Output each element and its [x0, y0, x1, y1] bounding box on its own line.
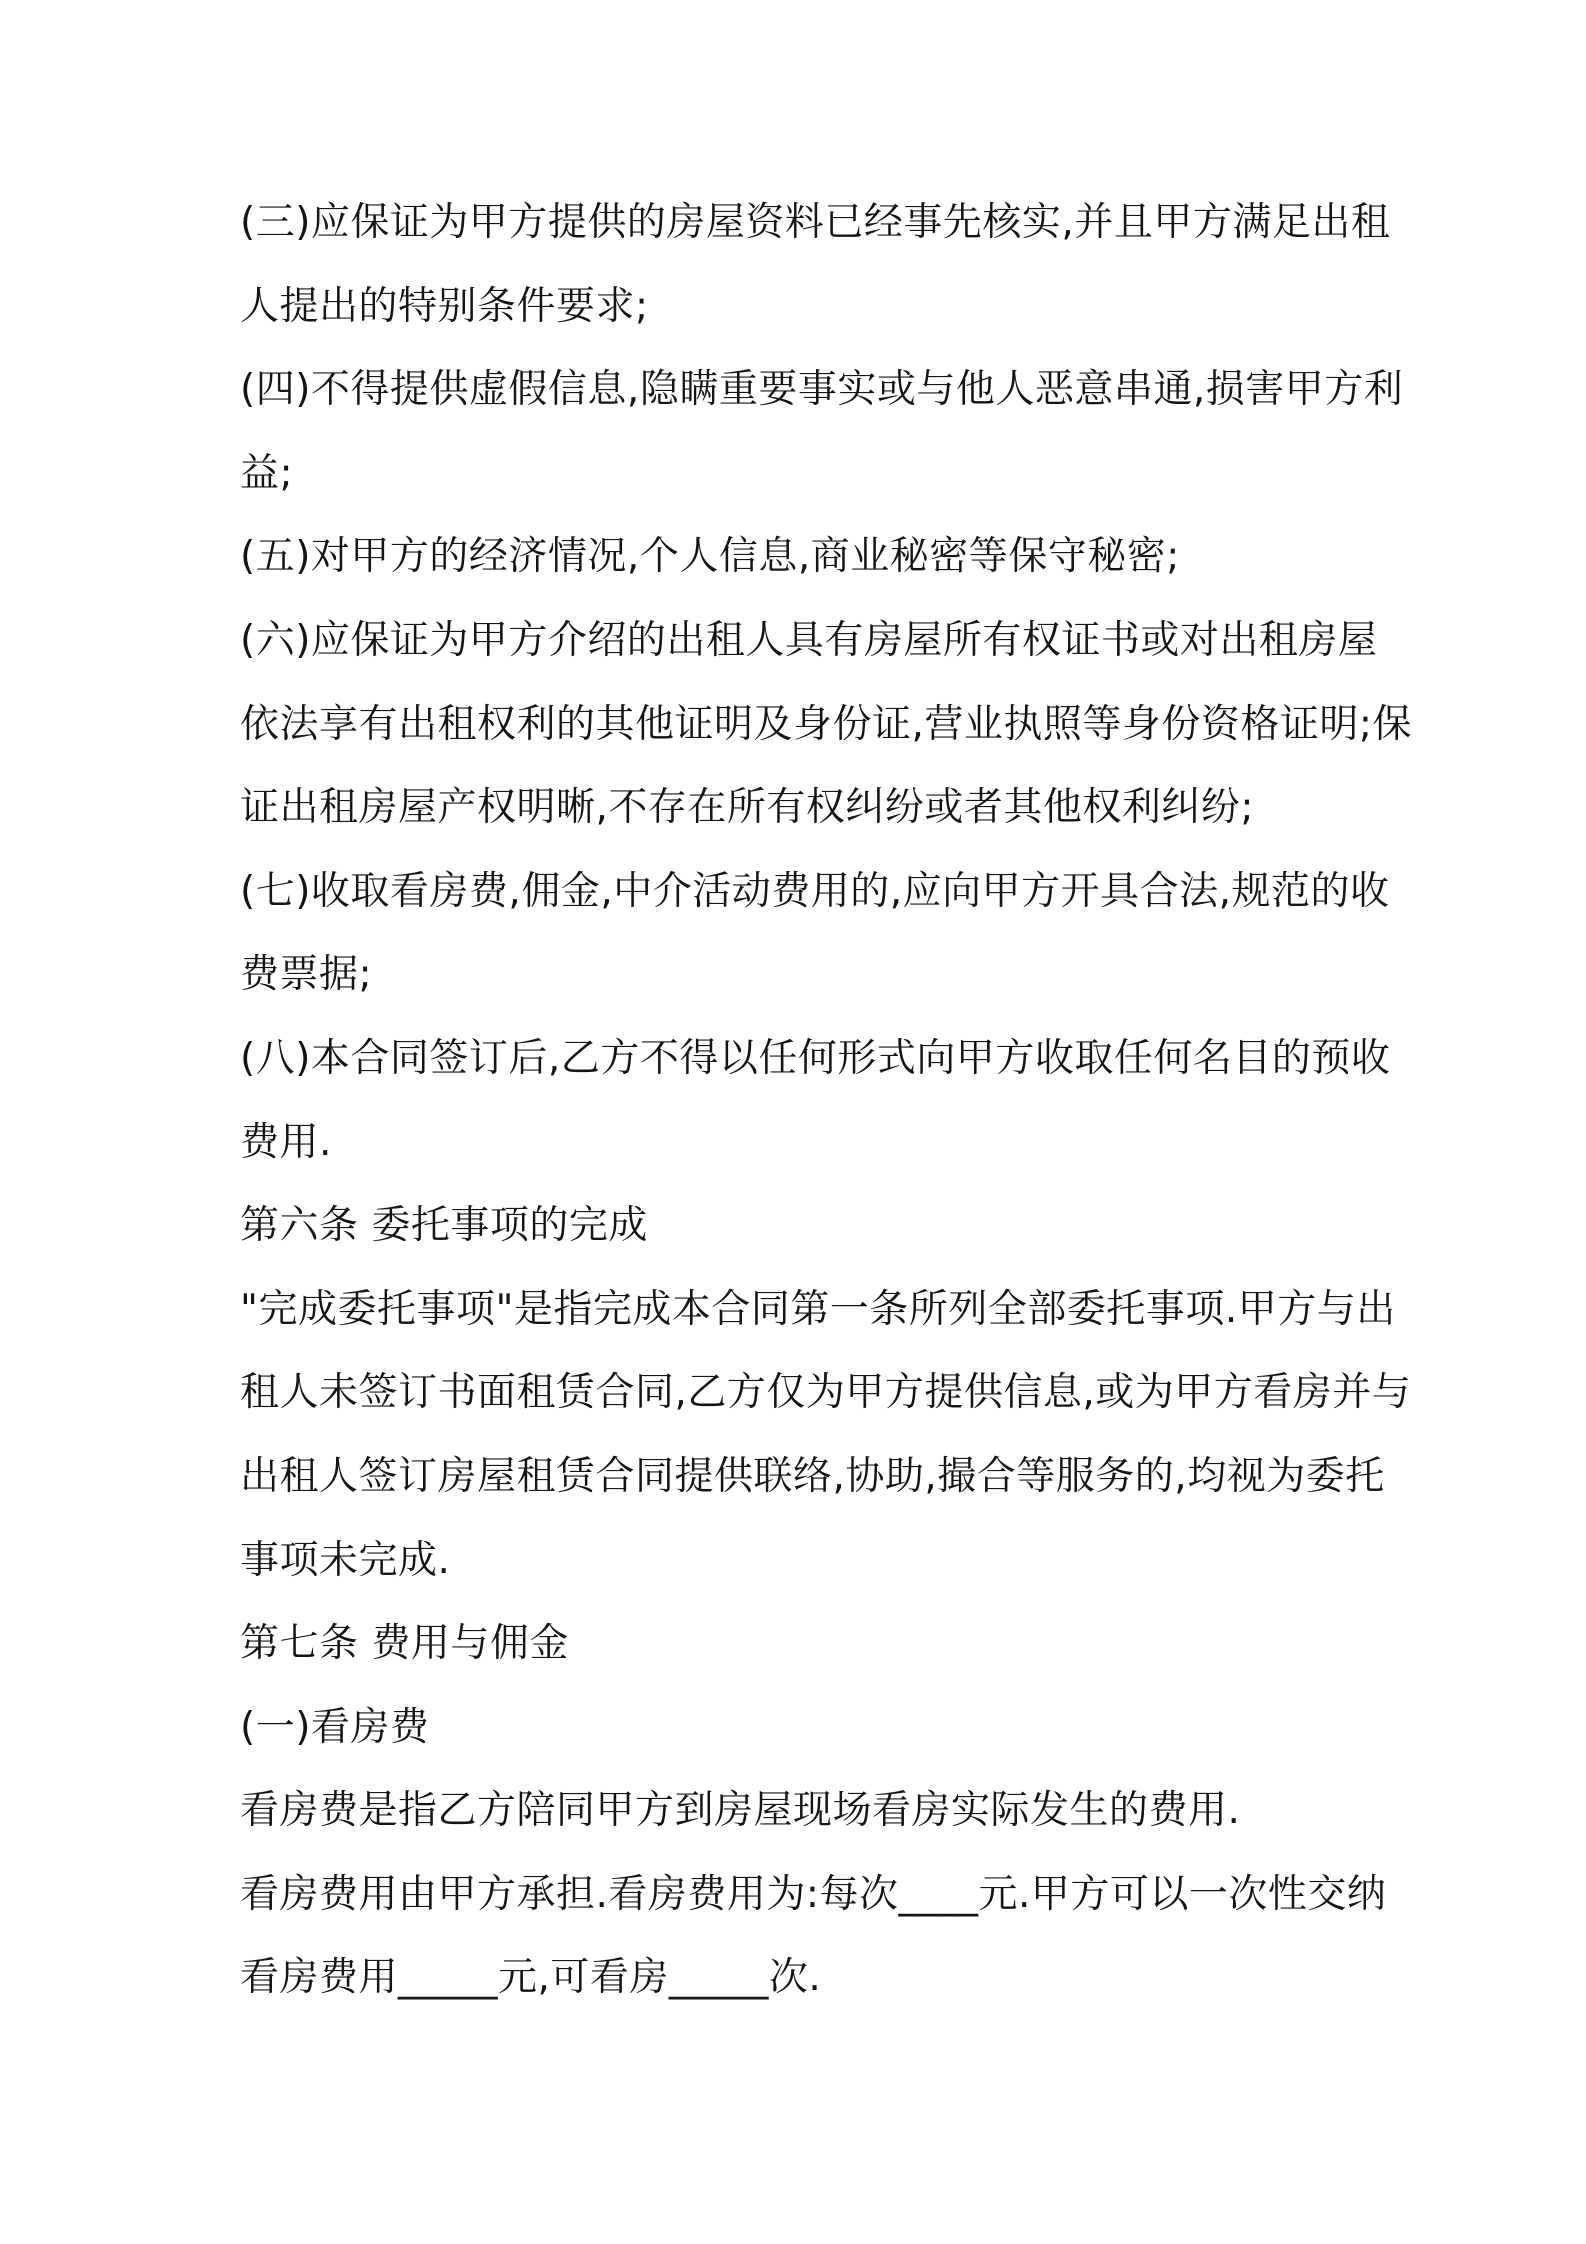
text-line: 证出租房屋产权明晰,不存在所有权纠纷或者其他权利纠纷;: [240, 785, 1255, 831]
subsection-heading: (一)看房费: [240, 1704, 430, 1750]
text-line: (八)本合同签订后,乙方不得以任何形式向甲方收取任何名目的预收: [240, 1035, 1391, 1081]
text-line: 依法享有出租权利的其他证明及身份证,营业执照等身份资格证明;保: [240, 701, 1413, 747]
text-line: (三)应保证为甲方提供的房屋资料已经事先核实,并且甲方满足出租: [240, 200, 1391, 245]
text-line: (七)收取看房费,佣金,中介活动费用的,应向甲方开具合法,规范的收: [240, 868, 1390, 914]
text-line: 看房费用由甲方承担.看房费用为:每次____元.甲方可以一次性交纳: [240, 1871, 1387, 1917]
text-line: 出租人签订房屋租赁合同提供联络,协助,撮合等服务的,均视为委托: [240, 1453, 1385, 1499]
section-heading: 第七条 费用与佣金: [240, 1621, 569, 1667]
text-line: 看房费用_____元,可看房_____次.: [240, 1955, 822, 2001]
text-line: 费用.: [240, 1119, 332, 1165]
text-line: (六)应保证为甲方介绍的出租人具有房屋所有权证书或对出租房屋: [240, 617, 1378, 663]
text-line: 看房费是指乙方陪同甲方到房屋现场看房实际发生的费用.: [240, 1788, 1241, 1834]
text-line: 费票据;: [240, 952, 373, 998]
text-line: 益;: [240, 450, 294, 496]
text-line: 人提出的特别条件要求;: [240, 283, 649, 329]
text-line: 租人未签订书面租赁合同,乙方仅为甲方提供信息,或为甲方看房并与: [240, 1370, 1412, 1416]
text-line: 事项未完成.: [240, 1537, 451, 1583]
section-heading: 第六条 委托事项的完成: [240, 1203, 648, 1249]
text-line: "完成委托事项"是指完成本合同第一条所列全部委托事项.甲方与出: [240, 1286, 1396, 1332]
text-line: (四)不得提供虚假信息,隐瞒重要事实或与他人恶意串通,损害甲方利: [240, 367, 1404, 413]
text-line: (五)对甲方的经济情况,个人信息,商业秘密等保守秘密;: [240, 534, 1180, 580]
document-body: [240, 196, 1413, 2035]
